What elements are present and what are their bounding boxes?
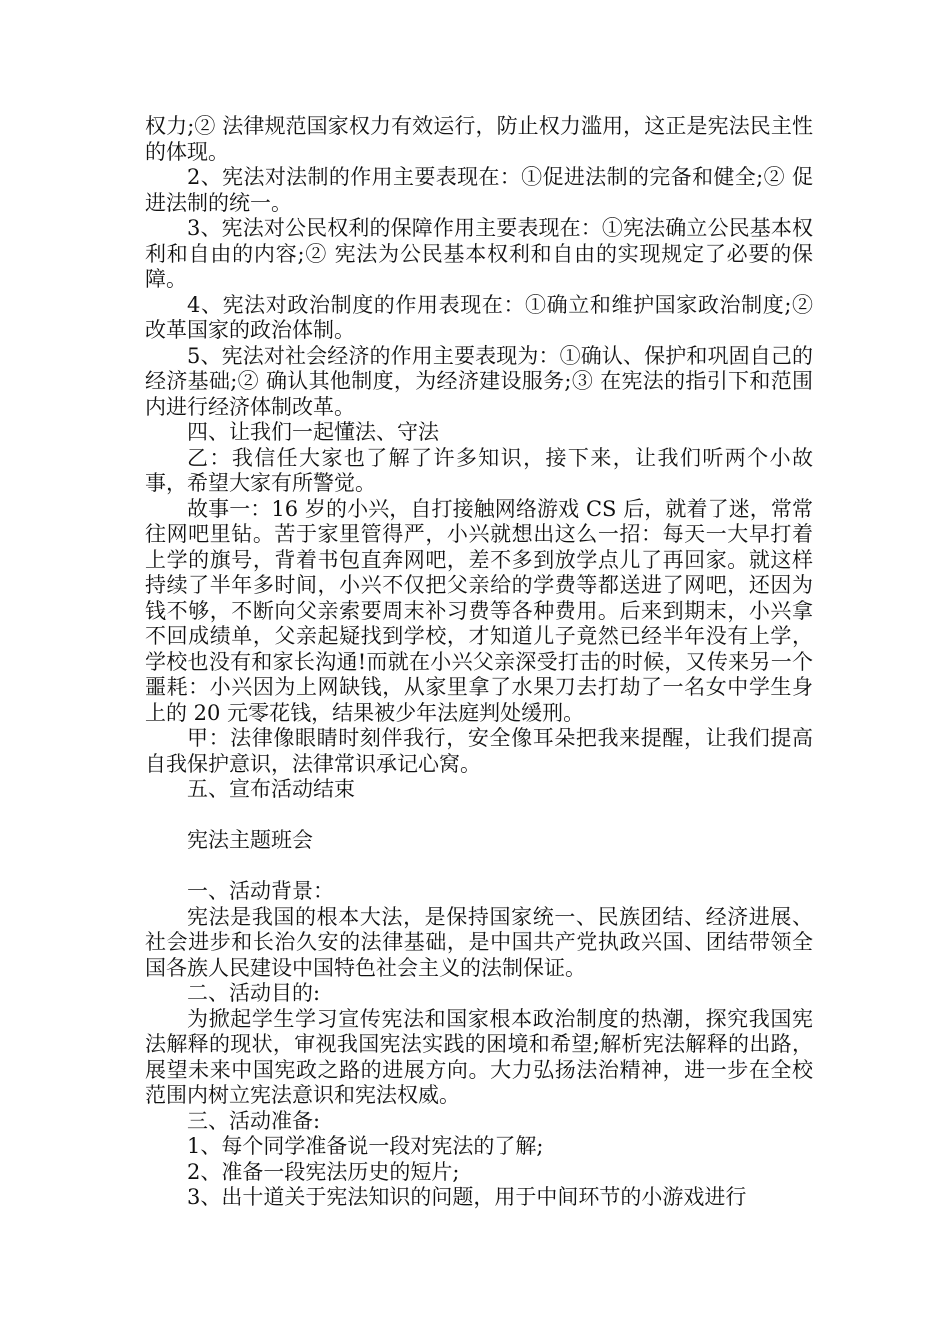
section-heading-preparation: 三、活动准备:: [187, 1108, 321, 1133]
paragraph-background: 宪法是我国的根本大法，是保持国家统一、民族团结、经济进展、社会进步和长治久安的法律基础，是中国共产党执政兴国、团结带领全国各族人民建设中国特色社会主义的法制保证。: [145, 904, 813, 980]
paragraph-purpose: 为掀起学生学习宣传宪法和国家根本政治制度的热潮，探究我国宪法解释的现状，审视我国宪法实践的困境和希望;解析宪法解释的出路，展望未来中国宪政之路的进展方向。大力弘扬法治精神，进一步在全校范围内树立宪法意识和宪法权威。: [145, 1006, 813, 1107]
section-heading-background: 一、活动背景：: [187, 879, 334, 903]
paragraph-speaker-jia: 甲：法律像眼睛时刻伴我行，安全像耳朵把我来提醒，让我们提高自我保护意识，法律常识承记心窝。: [145, 726, 813, 776]
list-item-preparation-3: 3、出十道关于宪法知识的问题，用于中间环节的小游戏进行: [187, 1185, 747, 1209]
paragraph-constitution-legal-system: 2、宪法对法制的作用主要表现在：①促进法制的完备和健全;② 促进法制的统一。: [145, 165, 813, 215]
blank-line: [145, 803, 813, 829]
document-body: [145, 114, 813, 1211]
paragraph-continuation: 权力;② 法律规范国家权力有效运行，防止权力滥用，这正是宪法民主性的体现。: [145, 114, 813, 164]
blank-line: [145, 854, 813, 880]
section-heading-5: 五、宣布活动结束: [187, 777, 355, 801]
paragraph-social-economy: 5、宪法对社会经济的作用主要表现为：①确认、保护和巩固自己的经济基础;② 确认其他制度，为经济建设服务;③ 在宪法的指引下和范围内进行经济体制改革。: [145, 343, 813, 419]
section-heading-purpose: 二、活动目的:: [187, 981, 321, 1005]
list-item-preparation-2: 2、准备一段宪法历史的短片;: [187, 1159, 460, 1184]
document-title: 宪法主题班会: [187, 828, 313, 852]
paragraph-story-one: 故事一：16 岁的小兴，自打接触网络游戏 CS 后，就着了迷，常常往网吧里钻。苦于家里管得严，小兴就想出这么一招：每天一大早打着上学的旗号，背着书包直奔网吧，差不多到放学点儿了再回家。就这样持续了半年多时间，小兴不仅把父亲给的学费等都送进了网吧，还因为钱不够，不断向父亲索要周末补习费等各种费用。后来到期末，小兴拿不回成绩单，父亲起疑找到学校，才知道儿子竟然已经半年没有上学，学校也没有和家长沟通!而就在小兴父亲深受打击的时候，又传来另一个噩耗：小兴因为上网缺钱，从家里拿了水果刀去打劫了一名女中学生身上的 20 元零花钱，结果被少年法庭判处缓刑。: [145, 496, 813, 725]
paragraph-political-system: 4、宪法对政治制度的作用表现在：①确立和维护国家政治制度;② 改革国家的政治体制。: [145, 292, 813, 342]
section-heading-4: 四、让我们一起懂法、守法: [187, 420, 439, 444]
list-item-preparation-1: 1、每个同学准备说一段对宪法的了解;: [187, 1134, 544, 1158]
paragraph-speaker-yi: 乙：我信任大家也了解了许多知识，接下来，让我们听两个小故事，希望大家有所警觉。: [145, 445, 813, 495]
paragraph-citizen-rights: 3、宪法对公民权利的保障作用主要表现在：①宪法确立公民基本权利和自由的内容;② 宪法为公民基本权利和自由的实现规定了必要的保障。: [145, 216, 813, 291]
